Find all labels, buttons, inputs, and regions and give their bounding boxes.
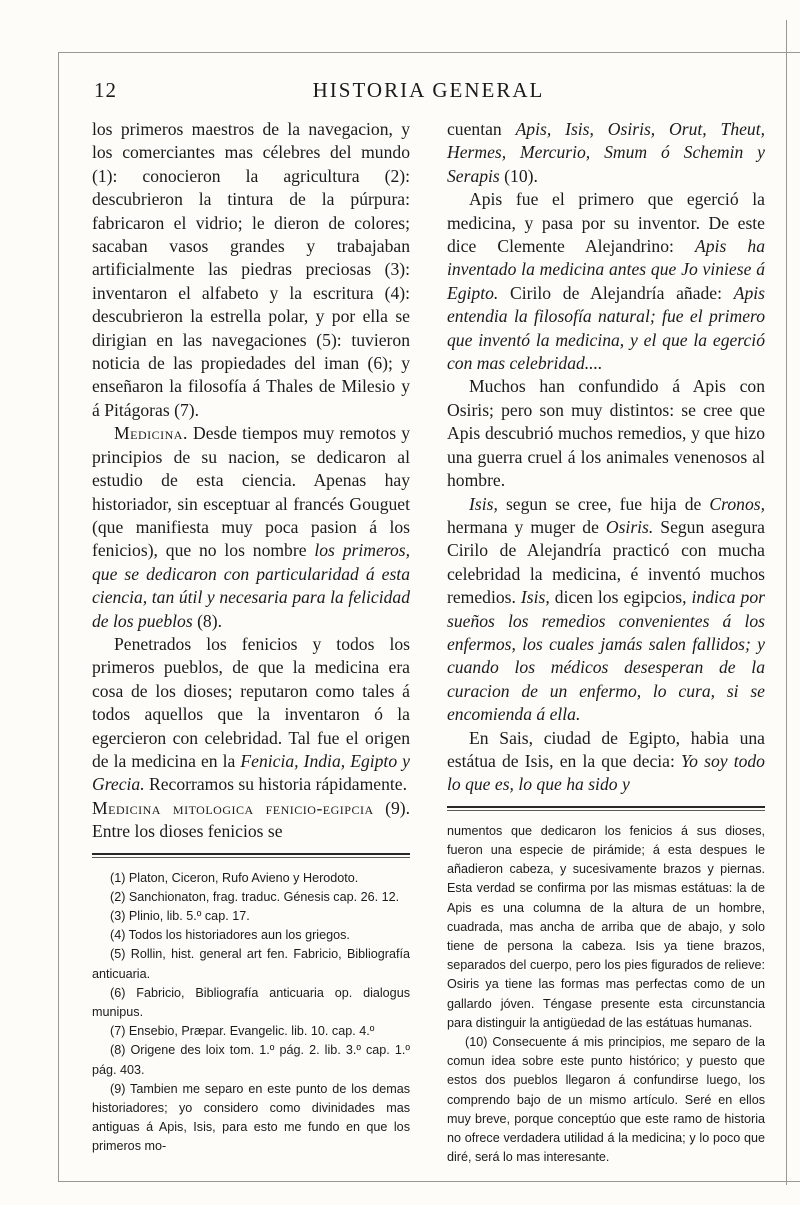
right-column: [447, 118, 765, 1167]
scan-frame-right: [786, 20, 787, 1185]
italic-quote: Yo soy todo lo que es, lo que ha sido y: [447, 750, 765, 795]
text-run: Recorramos su historia rápidamente.: [144, 774, 407, 795]
footnote: (10) Consecuente á mis principios, me separo de la comun idea sobre este punto histórico; y puesto que estos dos pueblos llegaron á confundirse luego, los comprendo bajo de un mismo artículo. Seré en ellos muy breve, porque conceptúo que este ramo de historia no ofrece verdadera utilidad á la medicina; y lo poco que diré, será lo mas interesante.: [447, 1035, 765, 1165]
footnote: (5) Rollin, hist. general art fen. Fabricio, Bibliografía anticuaria.: [92, 947, 410, 981]
italic-name: Osiris.: [605, 516, 654, 537]
paragraph-apis: [447, 188, 765, 375]
paragraph: [447, 118, 765, 188]
page-header: [86, 78, 771, 108]
paragraph: Muchos han confundido á Apis con Osiris; pero son muy distintos: se cree que Apis descubrió muchos remedios, y que hizo una guerra cruel á los animales venenosos al hombre.: [447, 376, 765, 491]
italic-places: Fenicia, India, Egipto y Grecia.: [92, 750, 410, 795]
text-run: dicen los egipcios,: [549, 587, 692, 608]
text-run: Segun asegura Cirilo de Alejandría practicó con mucha celebridad la medicina, é inventó muchos remedios.: [447, 516, 765, 608]
left-column: [92, 118, 410, 1157]
scan-frame-left: [58, 52, 59, 1182]
paragraph: [92, 633, 410, 797]
footnote-continued: numentos que dedicaron los fenicios á sus dioses, fueron una especie de pirámide; á esta despues le añadieron cabeza, y sucesivamente brazos y piernas. Esta verdad se confirma por las mismas estátuas: la de Apis es una columna de la altura de un hombre, cuadrada, mas ancha de arriba que de abajo, y solo tiene de persona la cabeza. Isis ya tiene brazos, separados del cuerpo, pero los pies figurados de relieve: Osiris ya tiene las formas mas perfectas como de un gallardo jóven. Téngase presente esta circunstancia para distinguir la antigüedad de las estátuas humanas.: [447, 823, 765, 1030]
left-footnotes: [92, 869, 410, 1157]
italic-name: Isis,: [469, 493, 498, 514]
text-run: (10).: [499, 165, 538, 186]
text-run: Apis fue el primero que egerció la medicina, y pasa por su inventor. De este dice Clemente Alejandrino:: [447, 189, 765, 257]
footnote-rule: [447, 806, 765, 811]
text-run: Penetrados los fenicios y todos los primeros pueblos, de que la medicina era cosa de los dioses; reputaron como tales á todos aquellos que la inventaron ó la egercieron con celebridad. Tal fue el origen de la medicina en la: [92, 633, 410, 771]
text-run: hermana y muger de: [447, 516, 606, 537]
paragraph-medicina: [92, 422, 410, 633]
footnote: (4) Todos los historiadores aun los griegos.: [110, 928, 350, 943]
footnote: (9) Tambien me separo en este punto de los demas historiadores; yo considero como divinidades mas antiguas á Apis, Isis, para esto me fundo en que los primeros mo-: [92, 1081, 410, 1154]
text-run: (9). Entre los dioses fenicios se: [92, 797, 411, 842]
book-page: [86, 74, 771, 1165]
footnote: (3) Plinio, lib. 5.º cap. 17.: [110, 909, 250, 923]
left-body-text: [92, 118, 410, 844]
italic-quote: Apis entendia la filosofía natural; fue el primero que inventó la medicina, y el que la egerció con mas celebridad....: [447, 282, 765, 374]
right-footnotes: [447, 822, 765, 1168]
italic-quote: indica por sueños los remedios convenientes á los enfermos, los cuales jamás salen fallidos;: [447, 587, 765, 654]
paragraph-mitologica: [92, 797, 410, 844]
footnote: (2) Sanchionaton, frag. traduc. Génesis cap. 26. 12.: [110, 889, 400, 904]
italic-quote: y cuando los médicos desesperan de la curacion de un enfermo, lo cura, si se encomienda á ella.: [447, 633, 765, 725]
text-run: cuentan: [447, 119, 516, 139]
italic-gods: Apis, Isis, Osiris, Orut, Theut, Hermes, Mercurio, Smum ó Schemin y Serapis: [447, 119, 766, 186]
scan-frame-bottom: [58, 1181, 800, 1182]
text-run: (8).: [192, 610, 222, 631]
section-heading: Medicina mitologica fenicio-egipcia: [92, 797, 374, 818]
footnote-rule: [92, 853, 410, 858]
text-run: Cirilo de Alejandría añade:: [498, 282, 734, 303]
italic-quote: Apis ha inventado la medicina antes que Jo viniese á Egipto.: [447, 236, 765, 303]
running-title: HISTORIA GENERAL: [312, 78, 545, 102]
page-number: 12: [94, 78, 117, 102]
footnote: (6) Fabricio, Bibliografía anticuaria op. dialogus munipus.: [92, 985, 410, 1020]
footnote: (8) Origene des loix tom. 1.º pág. 2. lib. 3.º cap. 1.º pág. 403.: [92, 1043, 410, 1077]
footnote: (7) Ensebio, Præpar. Evangelic. lib. 10. cap. 4.º: [110, 1024, 375, 1039]
footnote: (1) Platon, Ciceron, Rufo Avieno y Herodoto.: [110, 870, 359, 885]
paragraph-sais: [447, 727, 765, 797]
italic-name: Isis,: [520, 587, 550, 608]
section-heading: Medicina.: [114, 423, 188, 444]
text-run: En Sais, ciudad de Egipto, habia una estátua de Isis, en la que decia:: [447, 727, 765, 771]
italic-name: Cronos,: [709, 493, 765, 514]
text-run: segun se cree, fue hija de: [497, 493, 710, 514]
italic-quote: los primeros, que se dedicaron con particularidad á esta ciencia, tan útil y necesaria para la felicidad de los pueblos: [92, 540, 410, 631]
paragraph: los primeros maestros de la navegacion, y los comerciantes mas célebres del mundo (1): conocieron la agricultura (2): descubrieron la tintura de la púrpura: fabricaron el vidrio; le dieron de colores; sacaban vasos grandes y trabajaban artificialmente las piedras preciosas (3): inventaron el alfabeto y la escritura (4): descubrieron la estrella polar, y por ella se dirigian en las navegaciones (5): tuvieron noticia de las propiedades del iman (6); y enseñaron la filosofía á Thales de Milesio y á Pitágoras (7).: [92, 119, 410, 420]
scan-frame-top: [58, 52, 800, 53]
text-run: Desde tiempos muy remotos y principios de su nacion, se dedicaron al estudio de esta ciencia. Apenas hay historiador, sin esceptuar al francés Gouguet (que manifiesta muy poca pasion á los fenicios), que no los nombre: [92, 423, 410, 561]
paragraph-isis: [447, 493, 765, 727]
right-body-text: [447, 118, 765, 797]
